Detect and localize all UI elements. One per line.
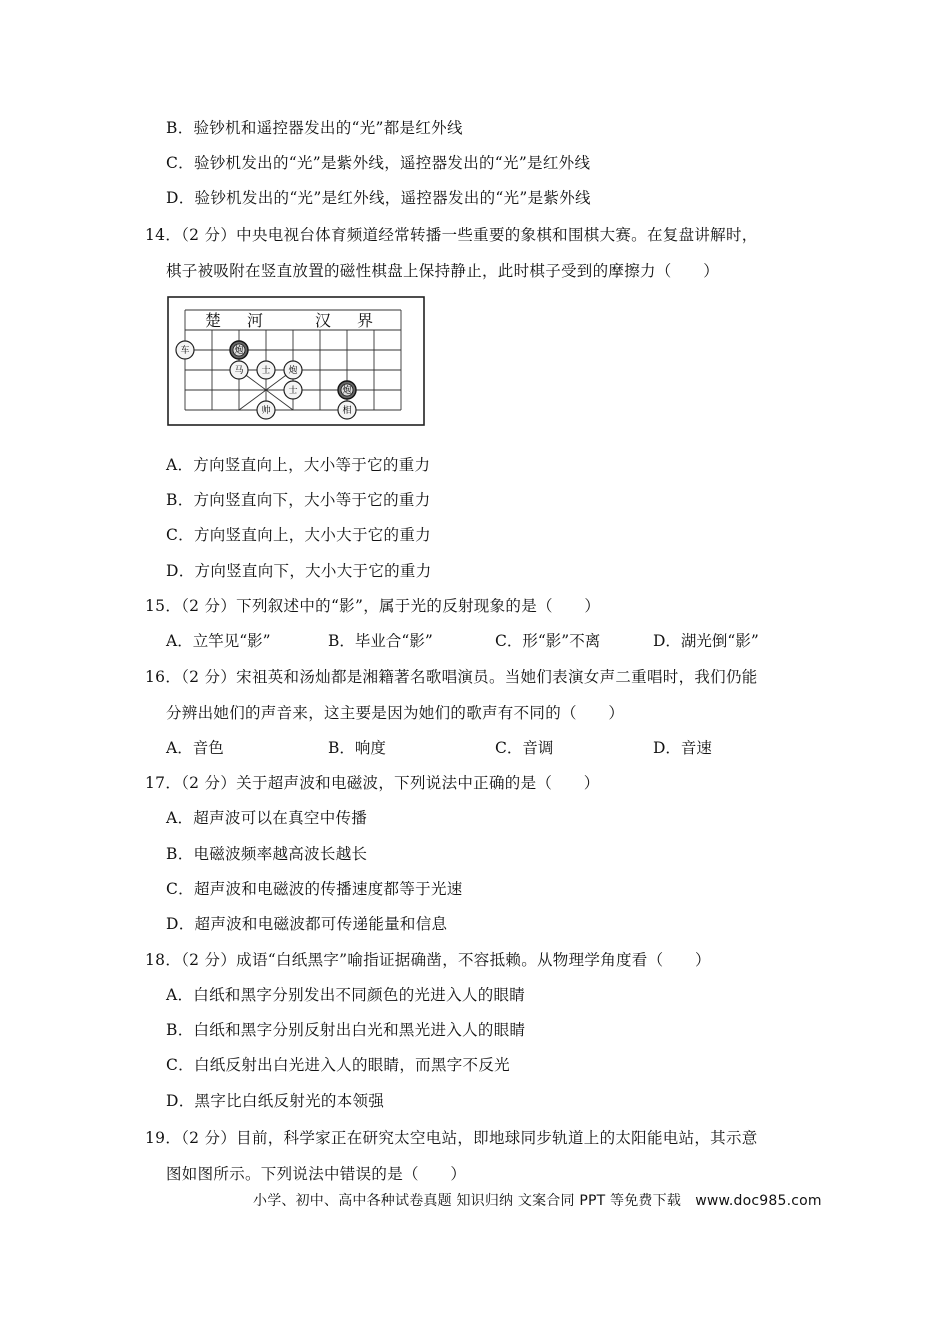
q14-stem-line1: 14．（2 分）中央电视台体育频道经常转播一些重要的象棋和围棋大赛。在复盘讲解时， xyxy=(145,226,758,244)
q17-stem: 17．（2 分）关于超声波和电磁波，下列说法中正确的是（ ） xyxy=(145,774,600,792)
q15-option-c: C．形“影”不离 xyxy=(495,632,601,650)
board-label-he: 河 xyxy=(247,311,264,330)
q14-option-c: C．方向竖直向上，大小大于它的重力 xyxy=(166,526,431,544)
chess-piece xyxy=(257,361,275,379)
chess-piece xyxy=(338,401,356,419)
q15-stem: 15．（2 分）下列叙述中的“影”，属于光的反射现象的是（ ） xyxy=(145,597,601,615)
q17-option-c: C．超声波和电磁波的传播速度都等于光速 xyxy=(166,880,463,898)
q14-option-b: B．方向竖直向下，大小等于它的重力 xyxy=(166,491,431,509)
q16-option-c: C．音调 xyxy=(495,739,554,757)
svg-text:士: 士 xyxy=(288,386,298,396)
q16-options xyxy=(166,738,806,758)
chess-piece xyxy=(257,401,275,419)
q16-stem-line2: 分辨出她们的声音来，这主要是因为她们的歌声有不同的（ ） xyxy=(166,704,625,722)
q19-stem-line1: 19．（2 分）目前，科学家正在研究太空电站，即地球同步轨道上的太阳能电站，其示意 xyxy=(145,1129,758,1147)
q16-stem-line1: 16．（2 分）宋祖英和汤灿都是湘籍著名歌唱演员。当她们表演女声二重唱时，我们仍能 xyxy=(145,668,758,686)
q17-option-b: B．电磁波频率越高波长越长 xyxy=(166,845,368,863)
q16-option-a: A．音色 xyxy=(166,739,224,757)
q14-option-d: D．方向竖直向下，大小大于它的重力 xyxy=(166,562,432,580)
chess-piece xyxy=(230,361,248,379)
svg-text:炮: 炮 xyxy=(234,346,244,356)
q18-option-a: A．白纸和黑字分别发出不同颜色的光进入人的眼睛 xyxy=(166,986,526,1004)
q18-option-b: B．白纸和黑字分别反射出白光和黑光进入人的眼睛 xyxy=(166,1021,526,1039)
chess-piece xyxy=(284,361,302,379)
chess-piece xyxy=(230,341,248,359)
svg-text:炮: 炮 xyxy=(342,386,352,396)
q15-option-b: B．毕业合“影” xyxy=(328,632,433,650)
chess-piece xyxy=(176,341,194,359)
q16-option-b: B．响度 xyxy=(328,739,386,757)
board-label-jie: 界 xyxy=(357,311,374,330)
svg-text:士: 士 xyxy=(261,366,271,376)
board-label-han: 汉 xyxy=(315,311,332,330)
svg-text:马: 马 xyxy=(234,366,244,376)
q19-stem-line2: 图如图所示。下列说法中错误的是（ ） xyxy=(166,1165,467,1183)
q17-option-a: A．超声波可以在真空中传播 xyxy=(166,809,368,827)
chess-piece xyxy=(338,381,356,399)
q15-options xyxy=(166,631,806,651)
chess-board-figure xyxy=(167,296,425,426)
q14-option-a: A．方向竖直向上，大小等于它的重力 xyxy=(166,456,431,474)
svg-text:车: 车 xyxy=(180,346,190,356)
q18-option-c: C．白纸反射出白光进入人的眼睛，而黑字不反光 xyxy=(166,1056,510,1074)
q17-option-d: D．超声波和电磁波都可传递能量和信息 xyxy=(166,915,448,933)
q15-option-a: A．立竿见“影” xyxy=(166,632,271,650)
q15-option-d: D．湖光倒“影” xyxy=(653,632,759,650)
board-label-chu: 楚 xyxy=(205,311,222,330)
q14-stem-line2: 棋子被吸附在竖直放置的磁性棋盘上保持静止，此时棋子受到的摩擦力（ ） xyxy=(166,262,720,280)
page-footer: 小学、初中、高中各种试卷真题 知识归纳 文案合同 PPT 等免费下载 www.doc985.com xyxy=(253,1193,822,1209)
q13-option-c: C．验钞机发出的“光”是紫外线，遥控器发出的“光”是红外线 xyxy=(166,154,591,172)
chess-piece xyxy=(284,381,302,399)
svg-text:帅: 帅 xyxy=(261,406,271,416)
q13-option-d: D．验钞机发出的“光”是红外线，遥控器发出的“光”是紫外线 xyxy=(166,189,591,207)
q18-option-d: D．黑字比白纸反射光的本领强 xyxy=(166,1092,385,1110)
svg-text:炮: 炮 xyxy=(288,366,298,376)
q18-stem: 18．（2 分）成语“白纸黑字”喻指证据确凿，不容抵赖。从物理学角度看（ ） xyxy=(145,951,711,969)
q13-option-b: B．验钞机和遥控器发出的“光”都是红外线 xyxy=(166,119,463,137)
q16-option-d: D．音速 xyxy=(653,739,712,757)
svg-text:相: 相 xyxy=(342,406,352,416)
